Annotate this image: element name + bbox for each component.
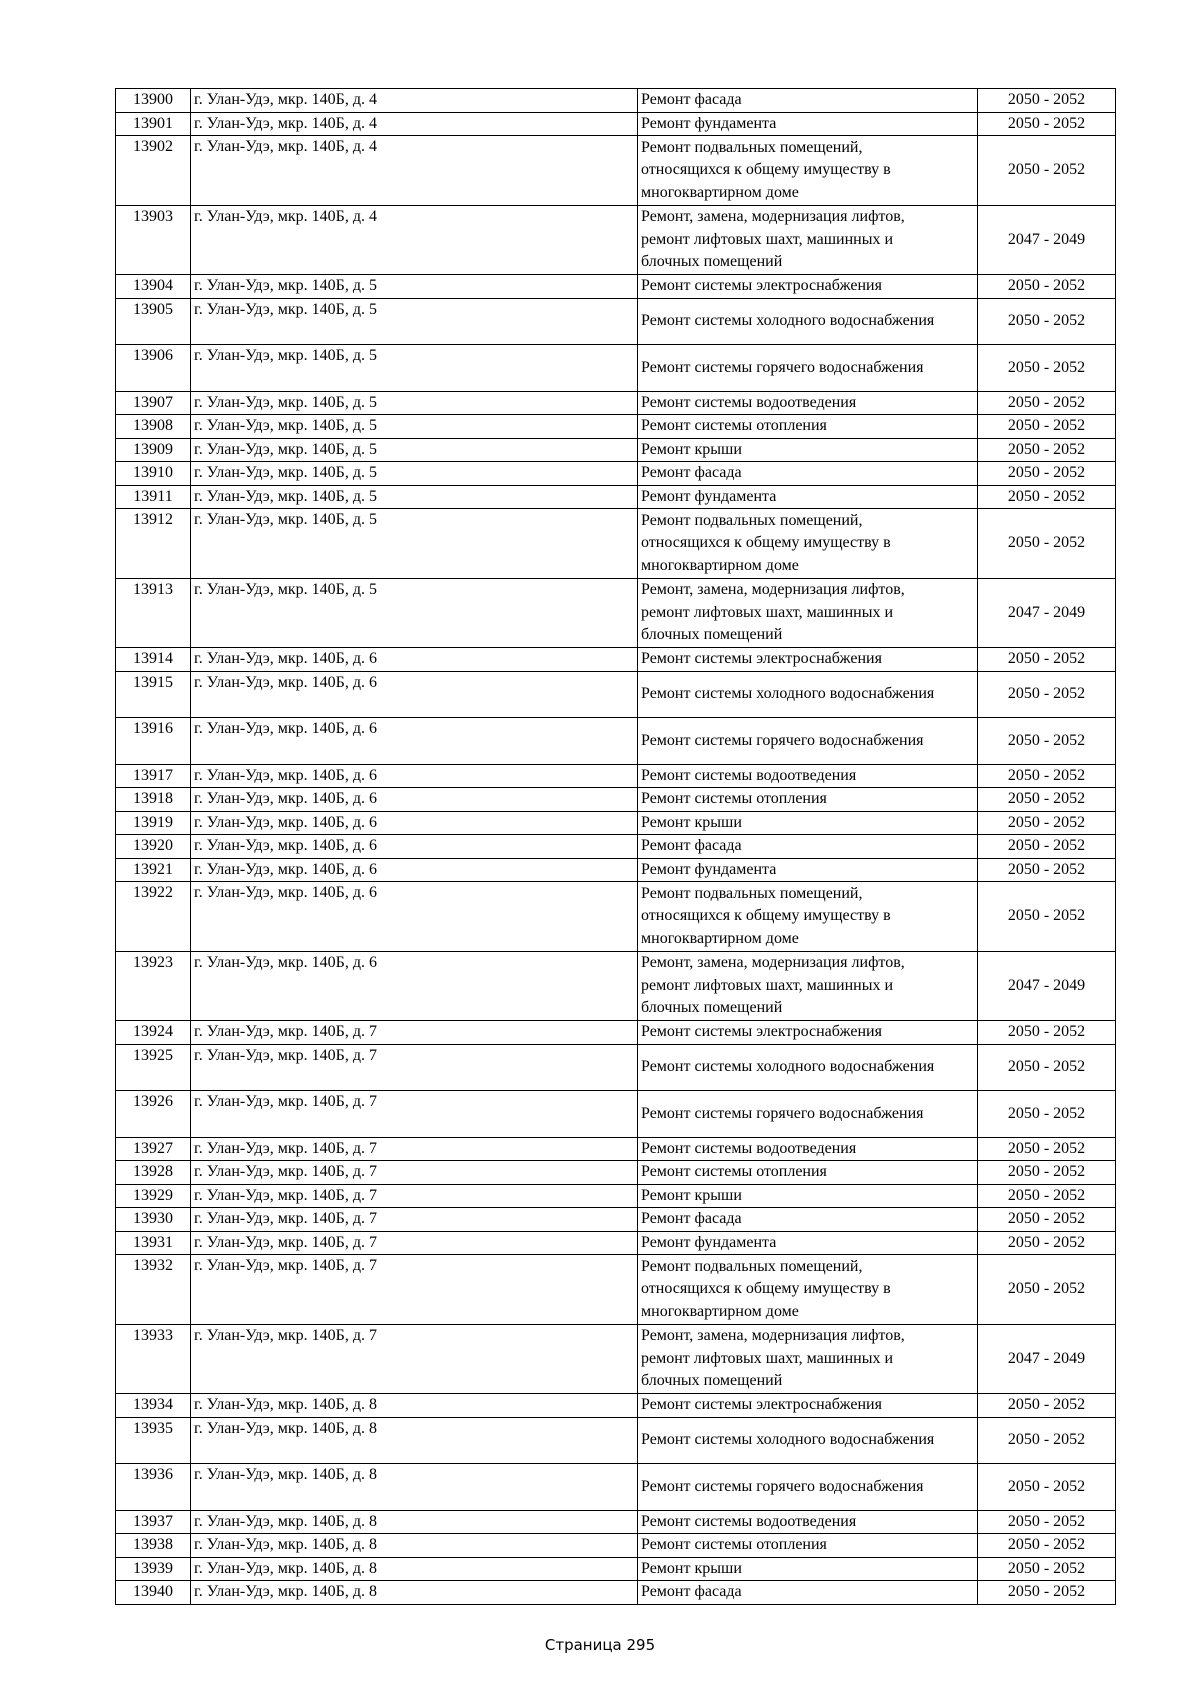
period-cell: 2050 - 2052 (978, 1255, 1116, 1325)
row-number-cell: 13913 (116, 578, 191, 648)
period-cell: 2050 - 2052 (978, 391, 1116, 415)
address-cell: г. Улан-Удэ, мкр. 140Б, д. 5 (191, 415, 638, 439)
period-cell: 2050 - 2052 (978, 1161, 1116, 1185)
row-number-cell: 13915 (116, 671, 191, 718)
work-type-line: Ремонт системы холодного водоснабжения (641, 685, 935, 702)
table-row (116, 485, 1116, 509)
table-row (116, 1534, 1116, 1558)
work-type-line: Ремонт системы холодного водоснабжения (641, 1058, 935, 1075)
work-type-cell (638, 438, 978, 462)
row-number-cell: 13906 (116, 345, 191, 392)
work-type-cell (638, 345, 978, 392)
period-cell: 2050 - 2052 (978, 1417, 1116, 1464)
table-row (116, 764, 1116, 788)
work-type-line: Ремонт системы горячего водоснабжения (641, 358, 924, 376)
page-number: Страница 295 (544, 1636, 656, 1654)
work-type-line: Ремонт крыши (641, 1559, 742, 1577)
work-type-line: многоквартирном доме (641, 1302, 799, 1320)
work-type-line: Ремонт системы отопления (641, 1536, 827, 1553)
work-type-line: ремонт лифтовых шахт, машинных и (641, 230, 894, 248)
address-cell: г. Улан-Удэ, мкр. 140Б, д. 7 (191, 1161, 638, 1185)
address-cell: г. Улан-Удэ, мкр. 140Б, д. 7 (191, 1091, 638, 1138)
period-cell: 2050 - 2052 (978, 1091, 1116, 1138)
period-cell: 2050 - 2052 (978, 415, 1116, 439)
period-cell: 2050 - 2052 (978, 275, 1116, 299)
period-cell: 2050 - 2052 (978, 1510, 1116, 1534)
period-cell: 2050 - 2052 (978, 462, 1116, 486)
work-type-cell (638, 1231, 978, 1255)
table-row (116, 1184, 1116, 1208)
period-cell: 2050 - 2052 (978, 671, 1116, 718)
address-cell: г. Улан-Удэ, мкр. 140Б, д. 7 (191, 1184, 638, 1208)
address-cell: г. Улан-Удэ, мкр. 140Б, д. 7 (191, 1255, 638, 1325)
table-row (116, 1557, 1116, 1581)
work-type-line: Ремонт системы отопления (641, 790, 827, 807)
work-type-cell (638, 1324, 978, 1394)
work-type-cell (638, 298, 978, 345)
address-cell: г. Улан-Удэ, мкр. 140Б, д. 7 (191, 1137, 638, 1161)
address-cell: г. Улан-Удэ, мкр. 140Б, д. 5 (191, 438, 638, 462)
address-cell: г. Улан-Удэ, мкр. 140Б, д. 6 (191, 858, 638, 882)
work-type-cell (638, 1464, 978, 1511)
row-number-cell: 13918 (116, 788, 191, 812)
table-row (116, 509, 1116, 579)
work-type-line: Ремонт системы горячего водоснабжения (641, 731, 924, 749)
address-cell: г. Улан-Удэ, мкр. 140Б, д. 7 (191, 1324, 638, 1394)
table-row (116, 298, 1116, 345)
address-cell: г. Улан-Удэ, мкр. 140Б, д. 5 (191, 345, 638, 392)
address-cell: г. Улан-Удэ, мкр. 140Б, д. 5 (191, 578, 638, 648)
row-number-cell: 13926 (116, 1091, 191, 1138)
period-cell: 2050 - 2052 (978, 1137, 1116, 1161)
period-cell: 2050 - 2052 (978, 1557, 1116, 1581)
work-type-cell (638, 89, 978, 113)
address-cell: г. Улан-Удэ, мкр. 140Б, д. 6 (191, 811, 638, 835)
table-row (116, 788, 1116, 812)
row-number-cell: 13905 (116, 298, 191, 345)
address-cell: г. Улан-Удэ, мкр. 140Б, д. 8 (191, 1394, 638, 1418)
period-cell: 2050 - 2052 (978, 882, 1116, 952)
work-type-line: Ремонт системы холодного водоснабжения (641, 312, 935, 329)
address-cell: г. Улан-Удэ, мкр. 140Б, д. 6 (191, 671, 638, 718)
work-type-cell (638, 1044, 978, 1091)
address-cell: г. Улан-Удэ, мкр. 140Б, д. 5 (191, 485, 638, 509)
table-row (116, 1021, 1116, 1045)
row-number-cell: 13902 (116, 136, 191, 206)
work-type-line: Ремонт фундамента (641, 114, 777, 132)
work-type-cell (638, 1581, 978, 1605)
address-cell: г. Улан-Удэ, мкр. 140Б, д. 4 (191, 136, 638, 206)
row-number-cell: 13927 (116, 1137, 191, 1161)
row-number-cell: 13909 (116, 438, 191, 462)
table-row (116, 89, 1116, 113)
address-cell: г. Улан-Удэ, мкр. 140Б, д. 4 (191, 205, 638, 275)
table-row (116, 438, 1116, 462)
work-type-cell (638, 788, 978, 812)
work-type-line: Ремонт системы водоотведения (641, 1512, 857, 1530)
address-cell: г. Улан-Удэ, мкр. 140Б, д. 7 (191, 1044, 638, 1091)
work-type-line: Ремонт фасада (641, 1583, 742, 1600)
address-cell: г. Улан-Удэ, мкр. 140Б, д. 7 (191, 1231, 638, 1255)
period-cell: 2050 - 2052 (978, 764, 1116, 788)
work-type-line: блочных помещений (641, 253, 783, 270)
row-number-cell: 13930 (116, 1208, 191, 1232)
address-cell: г. Улан-Удэ, мкр. 140Б, д. 5 (191, 298, 638, 345)
work-type-line: блочных помещений (641, 1372, 783, 1389)
address-cell: г. Улан-Удэ, мкр. 140Б, д. 5 (191, 391, 638, 415)
period-cell: 2050 - 2052 (978, 1208, 1116, 1232)
row-number-cell: 13903 (116, 205, 191, 275)
period-cell: 2050 - 2052 (978, 1021, 1116, 1045)
row-number-cell: 13933 (116, 1324, 191, 1394)
table-row (116, 1510, 1116, 1534)
work-type-cell (638, 485, 978, 509)
period-cell: 2047 - 2049 (978, 1324, 1116, 1394)
table-row (116, 462, 1116, 486)
period-cell: 2050 - 2052 (978, 1394, 1116, 1418)
period-cell: 2050 - 2052 (978, 811, 1116, 835)
work-type-line: Ремонт фасада (641, 464, 742, 481)
period-cell: 2050 - 2052 (978, 1044, 1116, 1091)
work-type-line: Ремонт крыши (641, 813, 742, 831)
work-type-cell (638, 1161, 978, 1185)
table-row (116, 275, 1116, 299)
work-type-line: Ремонт, замена, модернизация лифтов, (641, 208, 905, 225)
table-row (116, 578, 1116, 648)
work-type-cell (638, 391, 978, 415)
work-type-cell (638, 1255, 978, 1325)
row-number-cell: 13924 (116, 1021, 191, 1045)
work-type-line: блочных помещений (641, 999, 783, 1016)
table-row (116, 1417, 1116, 1464)
work-type-line: Ремонт системы холодного водоснабжения (641, 1431, 935, 1448)
row-number-cell: 13925 (116, 1044, 191, 1091)
period-cell: 2050 - 2052 (978, 1184, 1116, 1208)
row-number-cell: 13907 (116, 391, 191, 415)
table-row (116, 136, 1116, 206)
work-type-cell (638, 1557, 978, 1581)
row-number-cell: 13937 (116, 1510, 191, 1534)
row-number-cell: 13940 (116, 1581, 191, 1605)
table-row (116, 671, 1116, 718)
work-type-line: Ремонт, замена, модернизация лифтов, (641, 1327, 905, 1344)
address-cell: г. Улан-Удэ, мкр. 140Б, д. 5 (191, 462, 638, 486)
work-type-cell (638, 811, 978, 835)
table-body (116, 89, 1116, 1605)
work-type-line: Ремонт подвальных помещений, (641, 1257, 863, 1275)
row-number-cell: 13911 (116, 485, 191, 509)
work-type-cell (638, 835, 978, 859)
work-type-cell (638, 1510, 978, 1534)
work-type-line: многоквартирном доме (641, 929, 799, 947)
row-number-cell: 13934 (116, 1394, 191, 1418)
work-type-line: Ремонт подвальных помещений, (641, 884, 863, 902)
address-cell: г. Улан-Удэ, мкр. 140Б, д. 8 (191, 1417, 638, 1464)
table-row (116, 345, 1116, 392)
row-number-cell: 13928 (116, 1161, 191, 1185)
work-type-line: ремонт лифтовых шахт, машинных и (641, 976, 894, 994)
table-row (116, 811, 1116, 835)
table-row (116, 1208, 1116, 1232)
work-type-line: Ремонт системы водоотведения (641, 1139, 857, 1157)
address-cell: г. Улан-Удэ, мкр. 140Б, д. 7 (191, 1208, 638, 1232)
address-cell: г. Улан-Удэ, мкр. 140Б, д. 4 (191, 112, 638, 136)
work-type-cell (638, 578, 978, 648)
row-number-cell: 13900 (116, 89, 191, 113)
address-cell: г. Улан-Удэ, мкр. 140Б, д. 4 (191, 89, 638, 113)
address-cell: г. Улан-Удэ, мкр. 140Б, д. 8 (191, 1557, 638, 1581)
address-cell: г. Улан-Удэ, мкр. 140Б, д. 6 (191, 951, 638, 1021)
table-row (116, 391, 1116, 415)
table-row (116, 1137, 1116, 1161)
row-number-cell: 13919 (116, 811, 191, 835)
work-type-line: Ремонт системы электроснабжения (641, 277, 882, 294)
period-cell: 2050 - 2052 (978, 718, 1116, 765)
address-cell: г. Улан-Удэ, мкр. 140Б, д. 6 (191, 764, 638, 788)
table-row (116, 718, 1116, 765)
period-cell: 2050 - 2052 (978, 509, 1116, 579)
row-number-cell: 13910 (116, 462, 191, 486)
work-type-cell (638, 415, 978, 439)
period-cell: 2050 - 2052 (978, 648, 1116, 672)
table-row (116, 1324, 1116, 1394)
address-cell: г. Улан-Удэ, мкр. 140Б, д. 8 (191, 1534, 638, 1558)
period-cell: 2047 - 2049 (978, 205, 1116, 275)
period-cell: 2050 - 2052 (978, 835, 1116, 859)
period-cell: 2050 - 2052 (978, 485, 1116, 509)
work-type-line: многоквартирном доме (641, 183, 799, 201)
work-type-line: Ремонт, замена, модернизация лифтов, (641, 954, 905, 971)
work-type-cell (638, 1394, 978, 1418)
work-type-line: Ремонт системы отопления (641, 1163, 827, 1180)
table-row (116, 835, 1116, 859)
table-row (116, 1044, 1116, 1091)
table-row (116, 882, 1116, 952)
work-type-line: относящихся к общему имуществу в (641, 1280, 891, 1297)
period-cell: 2050 - 2052 (978, 1231, 1116, 1255)
row-number-cell: 13922 (116, 882, 191, 952)
row-number-cell: 13938 (116, 1534, 191, 1558)
table-row (116, 415, 1116, 439)
address-cell: г. Улан-Удэ, мкр. 140Б, д. 5 (191, 275, 638, 299)
work-type-line: Ремонт системы электроснабжения (641, 1396, 882, 1413)
row-number-cell: 13920 (116, 835, 191, 859)
period-cell: 2047 - 2049 (978, 951, 1116, 1021)
work-type-line: Ремонт фасада (641, 91, 742, 108)
period-cell: 2050 - 2052 (978, 1534, 1116, 1558)
table-row (116, 1091, 1116, 1138)
address-cell: г. Улан-Удэ, мкр. 140Б, д. 8 (191, 1581, 638, 1605)
address-cell: г. Улан-Удэ, мкр. 140Б, д. 8 (191, 1464, 638, 1511)
table-row (116, 951, 1116, 1021)
period-cell: 2050 - 2052 (978, 298, 1116, 345)
period-cell: 2050 - 2052 (978, 1581, 1116, 1605)
work-type-line: Ремонт подвальных помещений, (641, 511, 863, 529)
work-type-line: относящихся к общему имуществу в (641, 907, 891, 924)
table-row (116, 1581, 1116, 1605)
work-type-cell (638, 509, 978, 579)
period-cell: 2050 - 2052 (978, 112, 1116, 136)
address-cell: г. Улан-Удэ, мкр. 140Б, д. 8 (191, 1510, 638, 1534)
work-type-line: Ремонт фасада (641, 1210, 742, 1227)
row-number-cell: 13916 (116, 718, 191, 765)
period-cell: 2050 - 2052 (978, 788, 1116, 812)
work-type-cell (638, 648, 978, 672)
work-type-line: Ремонт фундамента (641, 860, 777, 878)
work-type-line: Ремонт фундамента (641, 487, 777, 505)
row-number-cell: 13939 (116, 1557, 191, 1581)
period-cell: 2050 - 2052 (978, 1464, 1116, 1511)
work-type-line: Ремонт системы электроснабжения (641, 650, 882, 667)
table-row (116, 1231, 1116, 1255)
work-type-cell (638, 1021, 978, 1045)
table-row (116, 112, 1116, 136)
address-cell: г. Улан-Удэ, мкр. 140Б, д. 6 (191, 718, 638, 765)
work-type-cell (638, 1184, 978, 1208)
period-cell: 2047 - 2049 (978, 578, 1116, 648)
work-type-line: Ремонт системы водоотведения (641, 766, 857, 784)
row-number-cell: 13936 (116, 1464, 191, 1511)
row-number-cell: 13929 (116, 1184, 191, 1208)
table-row (116, 1255, 1116, 1325)
table-row (116, 648, 1116, 672)
work-type-cell (638, 136, 978, 206)
row-number-cell: 13917 (116, 764, 191, 788)
work-type-line: многоквартирном доме (641, 556, 799, 574)
work-type-cell (638, 882, 978, 952)
period-cell: 2050 - 2052 (978, 438, 1116, 462)
address-cell: г. Улан-Удэ, мкр. 140Б, д. 6 (191, 648, 638, 672)
work-type-cell (638, 1417, 978, 1464)
work-type-cell (638, 275, 978, 299)
work-type-cell (638, 764, 978, 788)
work-type-line: Ремонт, замена, модернизация лифтов, (641, 581, 905, 598)
work-type-line: блочных помещений (641, 626, 783, 643)
work-type-line: Ремонт системы горячего водоснабжения (641, 1104, 924, 1122)
table-row (116, 1161, 1116, 1185)
period-cell: 2050 - 2052 (978, 136, 1116, 206)
work-type-cell (638, 1208, 978, 1232)
work-type-line: ремонт лифтовых шахт, машинных и (641, 603, 894, 621)
row-number-cell: 13904 (116, 275, 191, 299)
work-type-line: Ремонт системы горячего водоснабжения (641, 1477, 924, 1495)
row-number-cell: 13923 (116, 951, 191, 1021)
address-cell: г. Улан-Удэ, мкр. 140Б, д. 5 (191, 509, 638, 579)
row-number-cell: 13914 (116, 648, 191, 672)
work-type-line: относящихся к общему имуществу в (641, 534, 891, 551)
address-cell: г. Улан-Удэ, мкр. 140Б, д. 6 (191, 788, 638, 812)
work-type-line: Ремонт фасада (641, 837, 742, 854)
row-number-cell: 13921 (116, 858, 191, 882)
work-type-line: Ремонт крыши (641, 440, 742, 458)
row-number-cell: 13932 (116, 1255, 191, 1325)
row-number-cell: 13901 (116, 112, 191, 136)
work-type-line: Ремонт подвальных помещений, (641, 138, 863, 156)
work-type-line: Ремонт системы отопления (641, 417, 827, 434)
row-number-cell: 13935 (116, 1417, 191, 1464)
work-type-cell (638, 1091, 978, 1138)
repair-schedule-table (115, 88, 1116, 1605)
work-type-line: Ремонт крыши (641, 1186, 742, 1204)
work-type-line: Ремонт системы электроснабжения (641, 1023, 882, 1040)
work-type-cell (638, 205, 978, 275)
period-cell: 2050 - 2052 (978, 345, 1116, 392)
work-type-line: Ремонт фундамента (641, 1233, 777, 1251)
table-row (116, 1464, 1116, 1511)
work-type-cell (638, 718, 978, 765)
work-type-cell (638, 112, 978, 136)
address-cell: г. Улан-Удэ, мкр. 140Б, д. 6 (191, 835, 638, 859)
row-number-cell: 13908 (116, 415, 191, 439)
row-number-cell: 13912 (116, 509, 191, 579)
address-cell: г. Улан-Удэ, мкр. 140Б, д. 6 (191, 882, 638, 952)
work-type-cell (638, 671, 978, 718)
work-type-cell (638, 858, 978, 882)
table-row (116, 1394, 1116, 1418)
work-type-line: относящихся к общему имуществу в (641, 161, 891, 178)
work-type-cell (638, 951, 978, 1021)
period-cell: 2050 - 2052 (978, 89, 1116, 113)
table-row (116, 858, 1116, 882)
work-type-line: ремонт лифтовых шахт, машинных и (641, 1349, 894, 1367)
period-cell: 2050 - 2052 (978, 858, 1116, 882)
work-type-line: Ремонт системы водоотведения (641, 393, 857, 411)
row-number-cell: 13931 (116, 1231, 191, 1255)
table-row (116, 205, 1116, 275)
work-type-cell (638, 1534, 978, 1558)
address-cell: г. Улан-Удэ, мкр. 140Б, д. 7 (191, 1021, 638, 1045)
work-type-cell (638, 1137, 978, 1161)
work-type-cell (638, 462, 978, 486)
